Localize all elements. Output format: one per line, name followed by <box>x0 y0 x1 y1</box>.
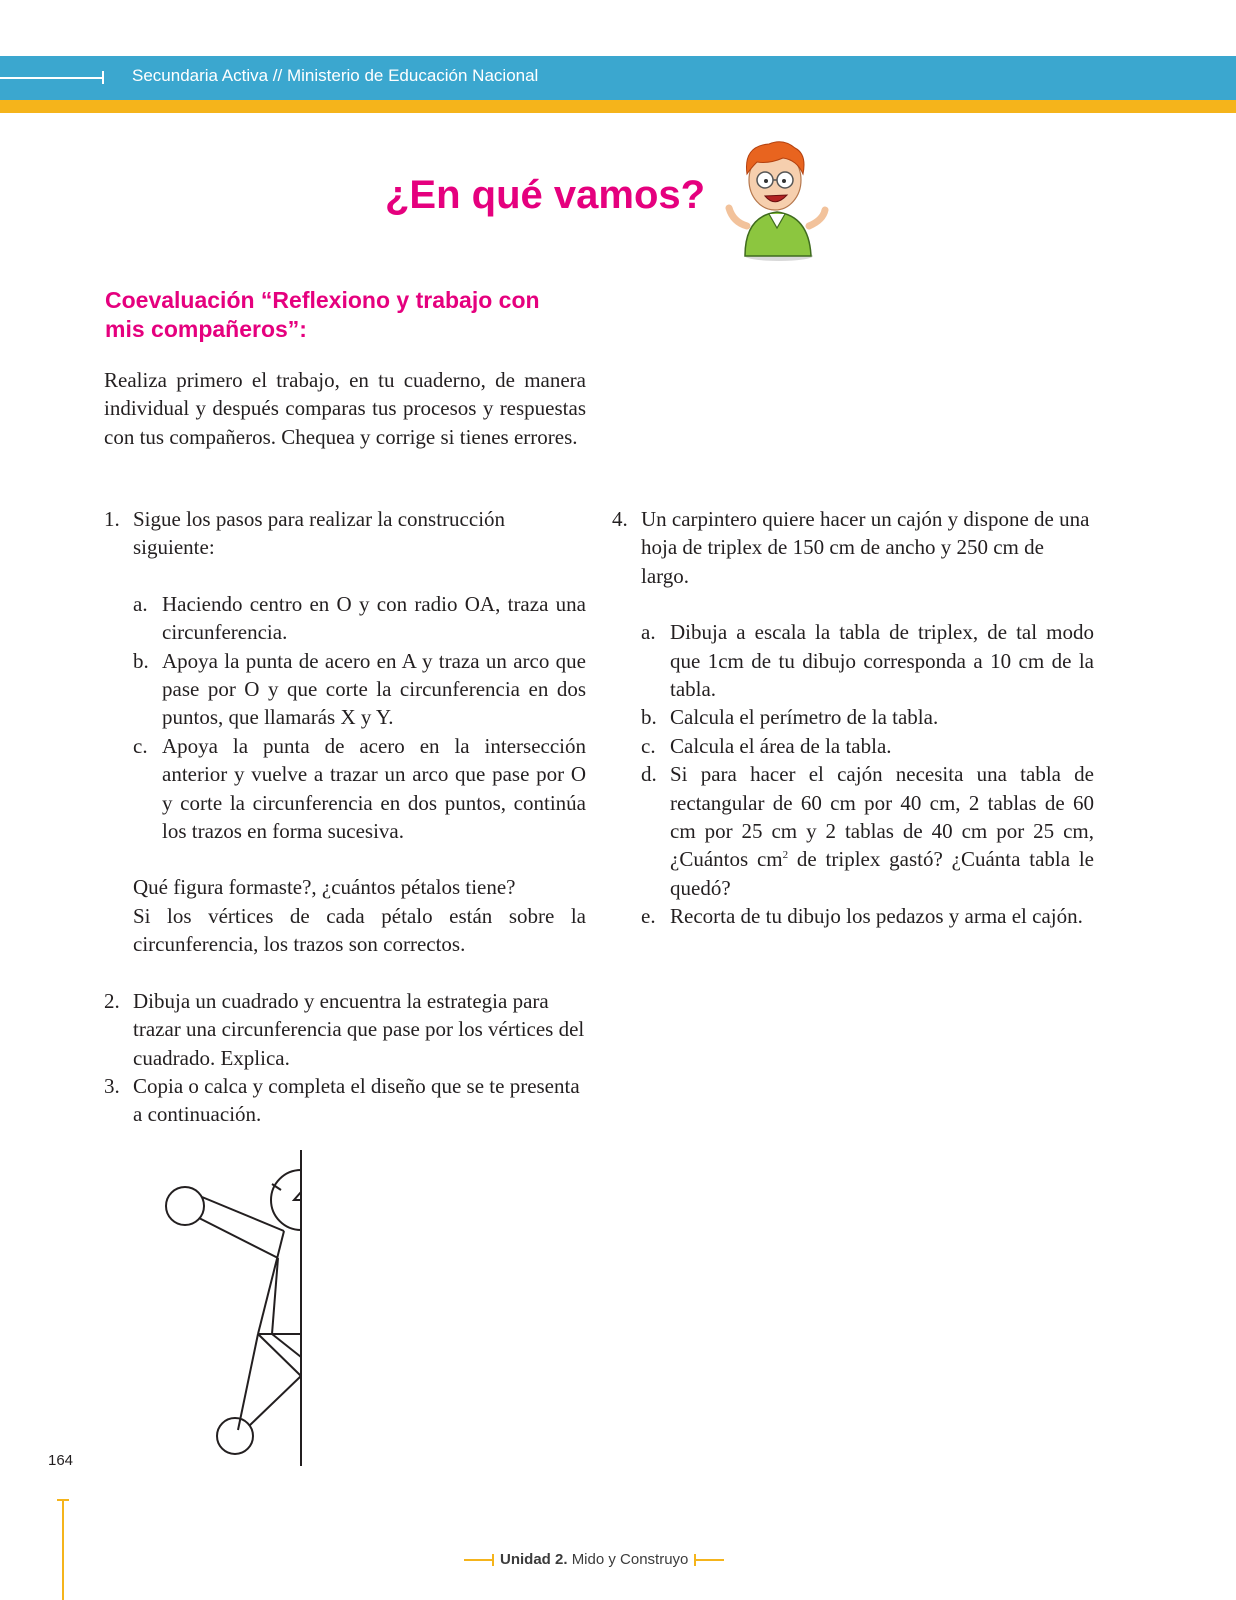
step-letter: a. <box>133 591 148 616</box>
page-number: 164 <box>48 1452 74 1469</box>
hand-circle <box>166 1187 204 1225</box>
exercise-2 <box>104 987 586 1072</box>
exercise-4-part-a <box>641 618 1094 703</box>
part-letter: d. <box>641 762 657 787</box>
step-text: Apoya la punta de acero en A y traza un arco que pase por O y que corte la circunferencia en dos puntos, que llamarás X y Y. <box>162 648 586 730</box>
part-text: Calcula el área de la tabla. <box>670 733 892 758</box>
step-text: Haciendo centro en O y con radio OA, traza una circunferencia. <box>162 591 586 645</box>
exercise-4-part-e <box>641 902 1094 930</box>
part-text: Recorta de tu dibujo los pedazos y arma el cajón. <box>670 904 1083 929</box>
section-subtitle: Coevaluación “Reflexiono y trabajo con mis compañeros”: <box>105 287 540 342</box>
mascot-illustration <box>725 138 829 262</box>
footer-rule-left <box>464 1559 494 1561</box>
header-rule-tick <box>102 71 104 84</box>
exercise-1-text: Sigue los pasos para realizar la construcción siguiente: <box>133 507 506 560</box>
exercise-3-text: Copia o calca y completa el diseño que se te presenta a continuación. <box>133 1073 580 1127</box>
header-rule <box>0 77 104 79</box>
exercise-3 <box>104 1072 586 1129</box>
exercise-4-part-c <box>641 732 1094 760</box>
exercise-4-text: Un carpintero quiere hacer un cajón y dispone de una hoja de triplex de 150 cm de ancho y 250 cm de largo. <box>641 507 1090 588</box>
exercise-number: 2. <box>104 988 120 1013</box>
superscript: 2 <box>782 849 789 862</box>
footer-unit-name: Mido y Construyo <box>571 1551 689 1568</box>
exercise-4-part-d <box>641 760 1094 902</box>
exercise-1 <box>104 505 586 959</box>
step-letter: c. <box>133 733 148 758</box>
right-exercises <box>612 505 1094 931</box>
exercise-4 <box>612 505 1094 931</box>
footer <box>464 1551 724 1568</box>
exercise-2-text: Dibuja un cuadrado y encuentra la estrategia para trazar una circunferencia que pase por los vértices del cuadrado. Explica. <box>133 988 585 1070</box>
part-text-continued: de triplex gastó? ¿Cuánta tabla le quedó? <box>670 847 1095 900</box>
exercise-1-step-b <box>133 647 586 732</box>
step-text: Apoya la punta de acero en la intersección anterior y vuelve a trazar un arco que pase por O y corte la circunferencia en dos puntos, continúa los trazos en forma sucesiva. <box>162 733 586 844</box>
footer-rule-right <box>694 1559 724 1561</box>
page-title: ¿En qué vamos? <box>385 173 706 217</box>
header-text: Secundaria Activa // Ministerio de Educación Nacional <box>132 66 539 85</box>
foot-circle <box>217 1418 253 1454</box>
exercise-1-step-a <box>133 590 586 647</box>
margin-line <box>62 1499 64 1600</box>
exercise-number: 3. <box>104 1073 120 1098</box>
footer-unit: Unidad 2. <box>500 1551 568 1568</box>
left-exercises <box>104 505 586 1129</box>
exercise-number: 1. <box>104 507 120 531</box>
intro-paragraph: Realiza primero el trabajo, en tu cuaderno, de manera individual y después comparas tus procesos y respuestas con tus compañeros. Chequea y corrige si tienes errores. <box>104 368 586 449</box>
exercise-1-check: Si los vértices de cada pétalo están sobre la circunferencia, los trazos son correctos. <box>133 903 586 957</box>
part-text: Dibuja a escala la tabla de triplex, de tal modo que 1cm de tu dibujo corresponda a 10 cm de la tabla. <box>670 620 1094 702</box>
part-text: Calcula el perímetro de la tabla. <box>670 705 939 730</box>
margin-tick <box>57 1499 69 1501</box>
part-letter: c. <box>641 733 656 758</box>
exercise-1-question: Qué figura formaste?, ¿cuántos pétalos tiene? <box>133 875 516 900</box>
part-text: Si para hacer el cajón necesita una tabla de rectangular de 60 cm por 40 cm, 2 tablas de 60 cm por 25 cm y 2 tablas de 40 cm por 25 cm, ¿Cuántos cm <box>670 762 1094 872</box>
part-letter: e. <box>641 904 656 929</box>
header-accent-stripe <box>0 100 1236 113</box>
part-letter: a. <box>641 620 656 645</box>
footer-text <box>500 1551 688 1568</box>
intro-block <box>104 366 586 451</box>
step-letter: b. <box>133 648 149 673</box>
exercise-4-part-b <box>641 703 1094 731</box>
exercise-1-step-c <box>133 732 586 846</box>
stick-figure-design <box>150 1150 310 1470</box>
exercise-number: 4. <box>612 507 628 531</box>
part-letter: b. <box>641 705 657 730</box>
